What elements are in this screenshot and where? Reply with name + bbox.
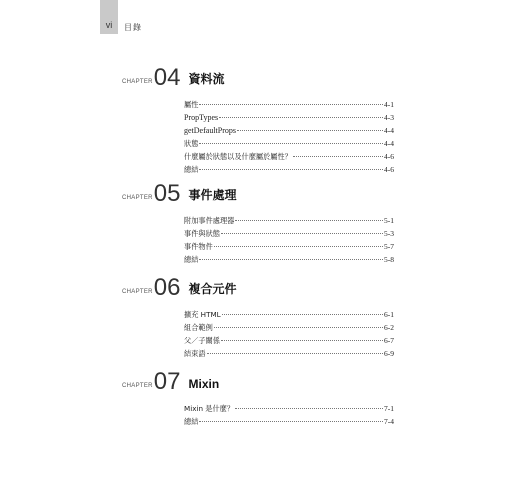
chapter-number: 04 <box>153 64 181 91</box>
chapter-heading <box>122 180 394 207</box>
toc-entry[interactable] <box>184 111 394 124</box>
toc-entry-page: 7-4 <box>384 417 394 426</box>
toc-entry-page: 4-4 <box>384 139 394 148</box>
toc-entry-page: 5-1 <box>384 216 394 225</box>
toc-entry-label: 父／子關係 <box>184 336 220 345</box>
chapter-heading <box>122 368 394 395</box>
toc-entry-label: 總結 <box>184 255 199 264</box>
dot-leader <box>293 156 383 157</box>
page-number-tab <box>100 0 118 34</box>
dot-leader <box>214 246 383 247</box>
chapter-title: 複合元件 <box>188 282 237 296</box>
toc-entry-page: 4-3 <box>384 113 394 122</box>
dot-leader <box>214 327 383 328</box>
toc-entry-page: 6-9 <box>384 349 394 358</box>
chapter-title: Mixin <box>188 377 220 391</box>
toc-list <box>184 98 394 176</box>
chapter-07 <box>122 368 394 428</box>
chapter-heading <box>122 64 394 91</box>
toc-entry-label: 附加事件處理器 <box>184 216 235 225</box>
toc-entry-label: PropTypes <box>184 113 219 122</box>
toc-entry-label: Mixin 是什麼？ <box>184 404 235 413</box>
chapter-05 <box>122 180 394 266</box>
toc-entry-page: 6-1 <box>384 310 394 319</box>
toc-entry[interactable] <box>184 321 394 334</box>
dot-leader <box>199 421 383 422</box>
chapter-title: 事件處理 <box>188 188 237 202</box>
dot-leader <box>199 169 383 170</box>
toc-entry-page: 5-3 <box>384 229 394 238</box>
toc-entry-label: 什麼屬於狀態以及什麼屬於屬性？ <box>184 152 292 161</box>
chapter-number: 05 <box>153 180 181 207</box>
toc-entry[interactable] <box>184 124 394 137</box>
toc-entry-page: 6-7 <box>384 336 394 345</box>
toc-entry-label: 狀態 <box>184 139 199 148</box>
toc-entry-page: 6-2 <box>384 323 394 332</box>
toc-entry[interactable] <box>184 415 394 428</box>
chapter-06 <box>122 274 394 360</box>
toc-entry-label: getDefaultProps <box>184 126 236 135</box>
toc-entry-label: 事件物件 <box>184 242 213 251</box>
toc-entry[interactable] <box>184 334 394 347</box>
dot-leader <box>235 408 383 409</box>
toc-entry-label: 組合範例 <box>184 323 213 332</box>
toc-list <box>184 308 394 360</box>
toc-entry-page: 7-1 <box>384 404 394 413</box>
toc-entry-label: 事件與狀態 <box>184 229 220 238</box>
toc-entry-page: 4-6 <box>384 152 394 161</box>
dot-leader <box>207 353 383 354</box>
toc-entry[interactable] <box>184 150 394 163</box>
chapter-word: CHAPTER <box>122 195 153 201</box>
toc-entry[interactable] <box>184 253 394 266</box>
toc-entry-page: 4-6 <box>384 165 394 174</box>
toc-entry[interactable] <box>184 98 394 111</box>
running-header-title: 目錄 <box>124 23 142 32</box>
dot-leader <box>199 143 383 144</box>
toc-list <box>184 214 394 266</box>
toc-entry[interactable] <box>184 227 394 240</box>
toc-entry[interactable] <box>184 163 394 176</box>
toc-entry-page: 4-1 <box>384 100 394 109</box>
dot-leader <box>219 117 383 118</box>
dot-leader <box>221 340 383 341</box>
toc-entry-label: 屬性 <box>184 100 199 109</box>
toc-entry-page: 5-7 <box>384 242 394 251</box>
dot-leader <box>237 130 383 131</box>
toc-entry-label: 結束語 <box>184 349 206 358</box>
toc-entry-label: 總結 <box>184 165 199 174</box>
chapter-heading <box>122 274 394 301</box>
dot-leader <box>199 104 383 105</box>
dot-leader <box>199 259 383 260</box>
chapter-word: CHAPTER <box>122 79 153 85</box>
toc-entry-page: 5-8 <box>384 255 394 264</box>
chapter-word: CHAPTER <box>122 383 153 389</box>
toc-entry[interactable] <box>184 137 394 150</box>
chapter-title: 資料流 <box>188 72 225 86</box>
toc-entry[interactable] <box>184 347 394 360</box>
chapter-number: 07 <box>153 368 181 395</box>
toc-list <box>184 402 394 428</box>
dot-leader <box>222 314 383 315</box>
chapter-number: 06 <box>153 274 181 301</box>
dot-leader <box>221 233 383 234</box>
toc-entry-label: 擴充 HTML <box>184 310 221 319</box>
toc-entry[interactable] <box>184 240 394 253</box>
chapter-04 <box>122 64 394 176</box>
toc-entry[interactable] <box>184 214 394 227</box>
chapter-word: CHAPTER <box>122 289 153 295</box>
toc-entry[interactable] <box>184 308 394 321</box>
toc-entry-page: 4-4 <box>384 126 394 135</box>
toc-entry-label: 總結 <box>184 417 199 426</box>
toc-entry[interactable] <box>184 402 394 415</box>
dot-leader <box>235 220 383 221</box>
page-number: vi <box>105 20 113 30</box>
